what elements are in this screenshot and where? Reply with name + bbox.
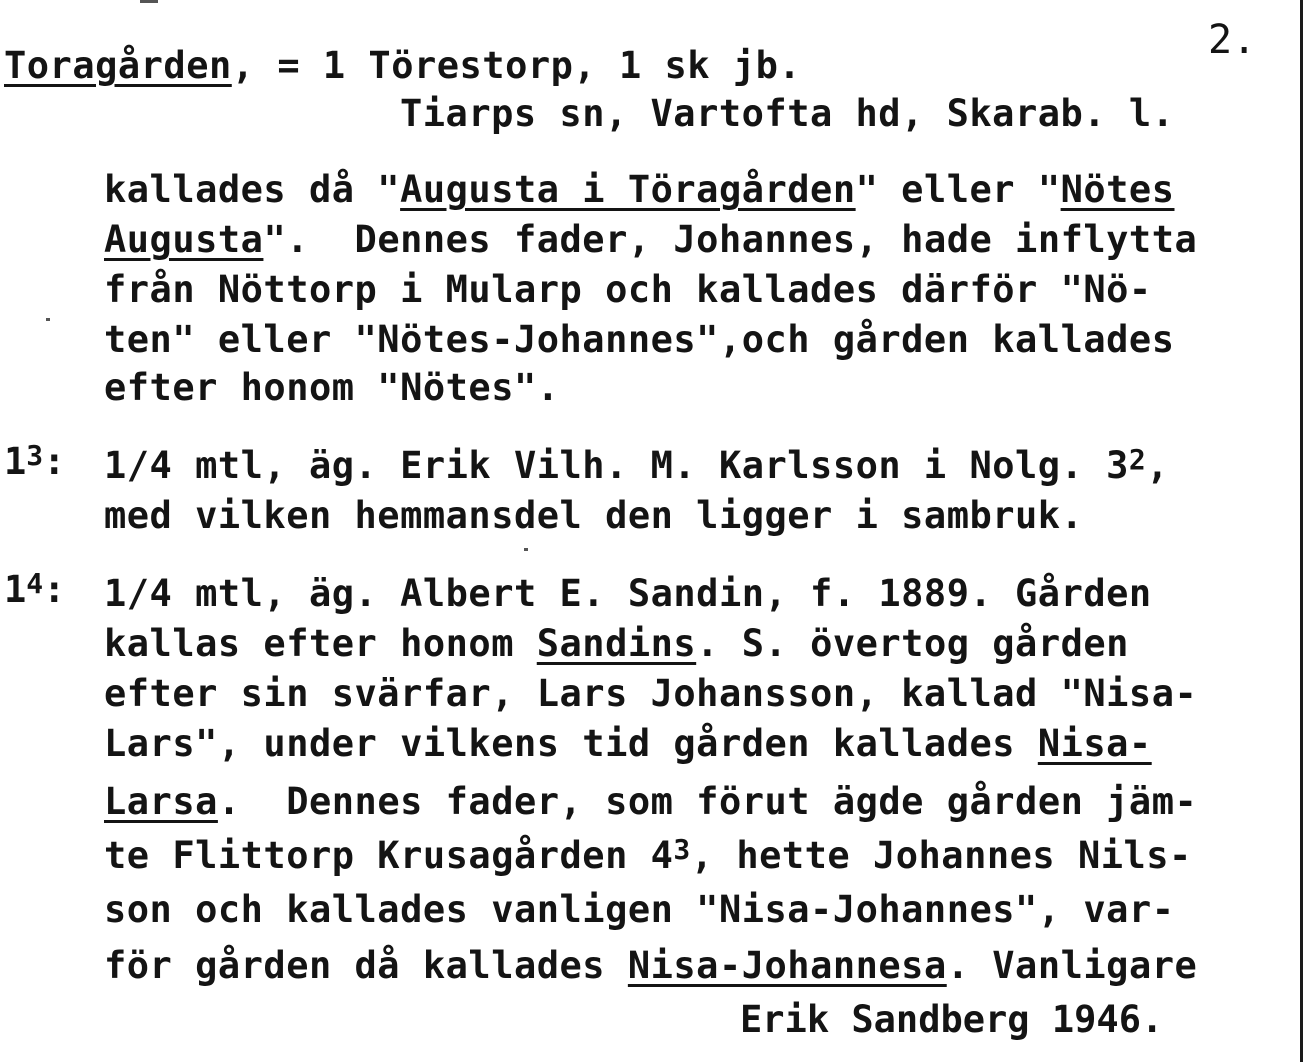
item-number-colon: :	[43, 440, 66, 483]
intro-text: " eller "	[855, 168, 1061, 211]
card-edge-line	[1300, 0, 1303, 1062]
item-1-4-line-4	[104, 722, 1152, 766]
intro-line-4: ten" eller "Nötes-Johannes",och gården kallades	[104, 318, 1175, 361]
item-1-4-line-7: son och kallades vanligen "Nisa-Johannes", var-	[104, 888, 1175, 931]
scan-speck	[46, 318, 50, 321]
intro-line-5: efter honom "Nötes".	[104, 366, 560, 409]
scan-speck	[140, 0, 158, 3]
name-nisa-johannesa: Nisa-Johannesa	[627, 944, 947, 987]
scan-speck	[524, 548, 528, 551]
item-text: ,	[1146, 444, 1170, 487]
item-superscript: 3	[673, 833, 691, 866]
item-text: Lars", under vilkens tid gården kallades	[104, 722, 1038, 765]
item-1-4-line-2	[104, 622, 1129, 666]
item-1-4-line-3: efter sin svärfar, Lars Johansson, kallad "Nisa-	[104, 672, 1198, 715]
item-1-4-line-6	[104, 834, 1192, 878]
name-nisa: Nisa-	[1037, 722, 1152, 765]
intro-line-2	[104, 218, 1197, 262]
name-notes: Nötes	[1060, 168, 1175, 211]
signature: Erik Sandberg 1946.	[740, 998, 1164, 1041]
name-larsa: Larsa	[104, 780, 218, 823]
item-number-colon: :	[43, 568, 66, 611]
item-1-4-line-8	[104, 944, 1197, 988]
item-text: kallas efter honom	[104, 622, 537, 665]
place-name: Toragården	[4, 44, 232, 87]
intro-text: kallades då "	[104, 168, 401, 211]
heading-rest: , = 1 Törestorp, 1 sk jb.	[231, 44, 802, 87]
heading-location: Tiarps sn, Vartofta hd, Skarab. l.	[400, 92, 1175, 135]
intro-line-1	[104, 168, 1175, 212]
item-1-4-line-1: 1/4 mtl, äg. Albert E. Sandin, f. 1889. Gården	[104, 572, 1152, 615]
item-text: . Dennes fader, som förut ägde gården jäm-	[217, 780, 1198, 823]
name-augusta: Augusta	[104, 218, 264, 261]
item-superscript: 2	[1128, 443, 1147, 476]
item-text: . S. övertog gården	[696, 622, 1129, 665]
item-number-base: 1	[4, 568, 27, 611]
item-1-3-line-1	[104, 444, 1169, 488]
intro-line-3: från Nöttorp i Mularp och kallades därför "Nö-	[104, 268, 1152, 311]
item-number-sup: 3	[26, 439, 44, 472]
item-text: , hette Johannes Nils-	[690, 834, 1192, 877]
item-number-sup: 4	[26, 567, 44, 600]
item-number-1-4	[4, 568, 65, 612]
item-1-3-line-2: med vilken hemmansdel den ligger i sambruk.	[104, 494, 1084, 537]
name-augusta-toragarden: Augusta i Töragården	[400, 168, 856, 211]
name-sandins: Sandins	[536, 622, 697, 665]
item-number-base: 1	[4, 440, 27, 483]
heading-line	[4, 44, 801, 88]
item-text: te Flittorp Krusagården 4	[104, 834, 674, 877]
item-text: 1/4 mtl, äg. Erik Vilh. M. Karlsson i Nolg. 3	[104, 444, 1129, 487]
intro-text: ". Dennes fader, Johannes, hade inflytta	[263, 218, 1198, 261]
item-1-4-line-5	[104, 780, 1197, 824]
page-number: 2.	[1208, 17, 1257, 63]
item-text: . Vanligare	[946, 944, 1198, 987]
item-number-1-3	[4, 440, 65, 484]
item-text: för gården då kallades	[104, 944, 628, 987]
